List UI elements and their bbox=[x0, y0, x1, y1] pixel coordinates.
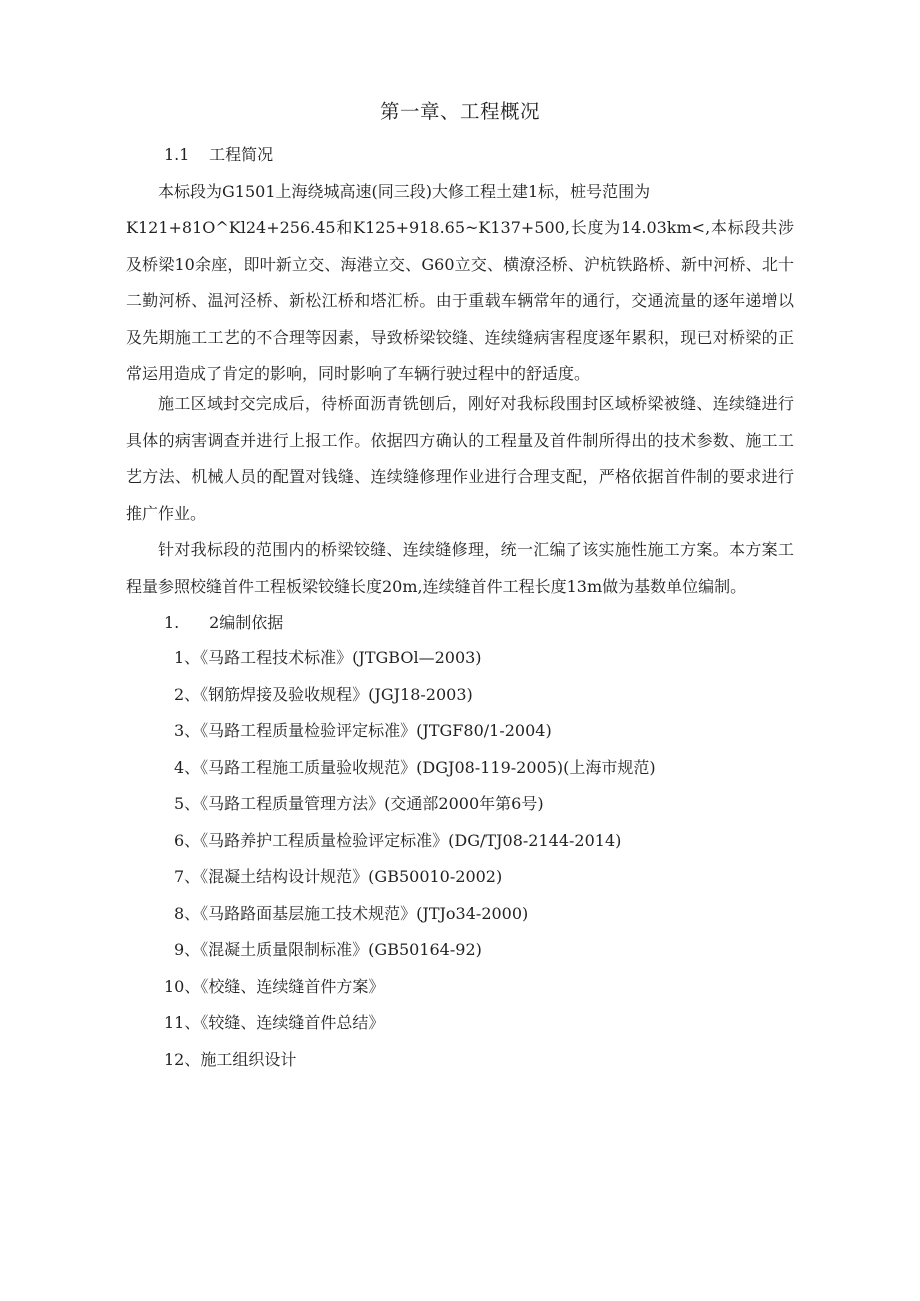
reference-list bbox=[164, 640, 656, 1078]
section-heading-1-2 bbox=[164, 610, 283, 633]
reference-item: 12、施工组织设计 bbox=[164, 1049, 297, 1069]
section-number: 1.1 bbox=[164, 145, 190, 164]
chapter-title: 第一章、工程概况 bbox=[379, 100, 540, 123]
paragraph-3: 针对我标段的范围内的桥梁铰缝、连续缝修理，统一汇编了该实施性施工方案。本方案工程量参照校缝首件工程板梁铰缝长度20m,连续缝首件工程长度13m做为基数单位编制。 bbox=[126, 540, 794, 596]
reference-item: 8、《马路路面基层施工技术规范》(JTJo34-2000) bbox=[174, 903, 529, 923]
reference-item: 2、《钢筋焊接及验收规程》(JGJ18-2003) bbox=[174, 684, 473, 704]
reference-item: 5、《马路工程质量管理方法》(交通部2000年第6号) bbox=[174, 794, 544, 813]
section-title: 2编制依据 bbox=[209, 613, 284, 632]
reference-item: 6、《马路养护工程质量检验评定标准》(DG/TJ08-2144-2014) bbox=[174, 830, 622, 850]
paragraph-1-line-1: 本标段为G1501上海绕城高速(同三段)大修工程土建1标，桩号范围为 bbox=[158, 182, 651, 201]
reference-item: 3、《马路工程质量检验评定标准》(JTGF80/1-2004) bbox=[174, 721, 552, 740]
section-number: 1. bbox=[164, 613, 180, 632]
reference-item: 10、《校缝、连续缝首件方案》 bbox=[164, 976, 385, 996]
reference-item: 7、《混凝土结构设计规范》(GB50010-2002) bbox=[174, 867, 503, 886]
paragraph-1-body: K121+81O^Kl24+256.45和K125+918.65~K137+500,长度为14.03km<,本标段共涉及桥梁10余座，即叶新立交、海港立交、G60立交、横潦泾桥、沪杭铁路桥、新中河桥、北十二勤河桥、温河泾桥、新松江桥和塔汇桥。由于重载车辆常年的通行，交通流量的逐年递增以及先期施工工艺的不合理等因素，导致桥梁铰缝、连续缝病害程度逐年累积，现已对桥梁的正常运用造成了肯定的影响，同时影响了车辆行驶过程中的舒适度。 bbox=[126, 218, 794, 383]
reference-item: 9、《混凝土质量限制标准》(GB50164-92) bbox=[174, 940, 482, 959]
reference-item: 11、《较缝、连续缝首件总结》 bbox=[164, 1013, 385, 1032]
reference-item: 1、《马路工程技术标准》(JTGBOl—2003) bbox=[174, 648, 482, 667]
section-title: 工程简况 bbox=[209, 145, 274, 164]
section-heading-1-1 bbox=[164, 142, 273, 165]
paragraph-2: 施工区域封交完成后，待桥面沥青铣刨后，刚好对我标段围封区域桥梁被缝、连续缝进行具体的病害调查并进行上报工作。依据四方确认的工程量及首件制所得出的技术参数、施工工艺方法、机械人员的配置对钱缝、连续缝修理作业进行合理支配，严格依据首件制的要求进行推广作业。 bbox=[126, 394, 794, 523]
reference-item: 4、《马路工程施工质量验收规范》(DGJ08-119-2005)(上海市规范) bbox=[174, 757, 656, 777]
